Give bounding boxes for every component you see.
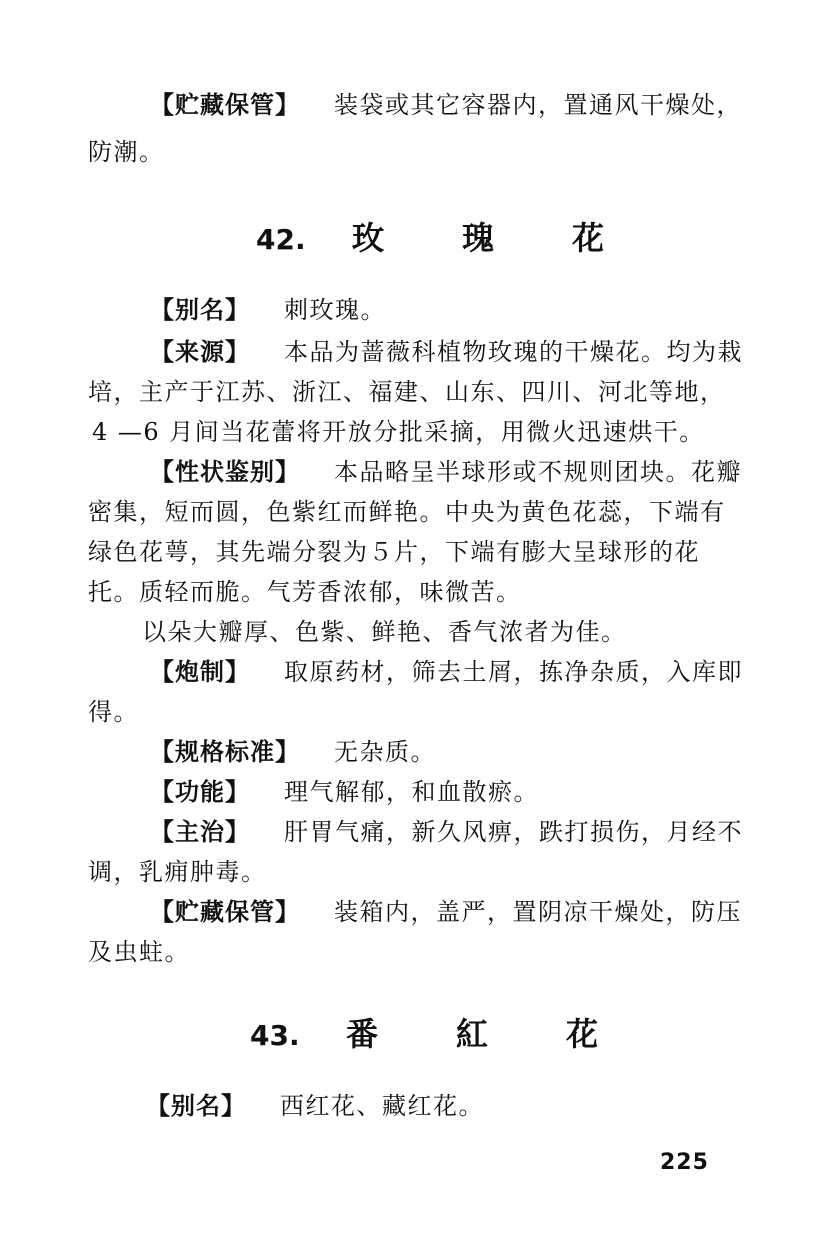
title-char: 番 <box>346 1015 379 1053</box>
alias-line-43 <box>146 1091 484 1121</box>
section-tag: 【贮藏保管】 <box>150 898 300 926</box>
body-text: 取原药材，筛去土屑，拣净杂质，入库即 <box>284 658 743 686</box>
section-tag: 【贮藏保管】 <box>150 91 300 119</box>
storage-line1 <box>150 897 742 927</box>
body-text: 防潮。 <box>88 138 165 166</box>
body-text: 绿色花萼，其先端分裂为５片，下端有膨大呈球形的花 <box>88 538 700 566</box>
alias-line <box>150 295 386 325</box>
body-text: 密集，短而圆，色紫红而鲜艳。中央为黄色花蕊，下端有 <box>88 498 726 526</box>
source-line3 <box>92 417 705 447</box>
process-line2 <box>88 697 139 727</box>
body-text: 刺玫瑰。 <box>284 296 386 324</box>
body-text: 装箱内，盖严，置阴凉干燥处，防压 <box>334 898 742 926</box>
section-tag: 【主治】 <box>150 818 250 846</box>
section-tag: 【规格标准】 <box>150 738 300 766</box>
quality-line <box>142 617 627 647</box>
body-text: 本品略呈半球形或不规则团块。花瓣 <box>334 458 742 486</box>
body-text: 无杂质。 <box>334 738 436 766</box>
entry-number: 43. <box>250 1019 300 1052</box>
body-text: 本品为蔷薇科植物玫瑰的干燥花。均为栽 <box>284 338 743 366</box>
title-char: 瑰 <box>462 219 495 257</box>
body-text: 及虫蛀。 <box>88 938 190 966</box>
page-number: 225 <box>660 1150 709 1175</box>
section-tag: 【炮制】 <box>150 658 250 686</box>
title-char: 紅 <box>456 1015 489 1053</box>
process-line1 <box>150 657 743 687</box>
body-text: 理气解郁，和血散瘀。 <box>284 778 539 806</box>
title-char: 花 <box>572 219 605 257</box>
identify-line1 <box>150 457 742 487</box>
body-text: 装袋或其它容器内，置通风干燥处， <box>334 91 742 119</box>
section-tag: 【来源】 <box>150 338 250 366</box>
function-line <box>150 777 539 807</box>
entry-number: 42. <box>256 223 306 256</box>
entry-heading-42 <box>256 218 604 260</box>
source-line2 <box>88 377 726 407</box>
body-text: 培，主产于江苏、浙江、福建、山东、四川、河北等地， <box>88 378 726 406</box>
section-tag: 【功能】 <box>150 778 250 806</box>
title-char: 玫 <box>352 219 385 257</box>
source-line1 <box>150 337 743 367</box>
identify-line3 <box>88 537 700 567</box>
storage-line2 <box>88 937 190 967</box>
spec-line <box>150 737 436 767</box>
section-tag: 【性状鉴别】 <box>150 458 300 486</box>
indication-line2 <box>88 857 267 887</box>
body-text: 4 —6 月间当花蕾将开放分批采摘，用微火迅速烘干。 <box>92 418 705 446</box>
body-text: 调，乳痈肿毒。 <box>88 858 267 886</box>
section-tag: 【别名】 <box>150 296 250 324</box>
body-text: 肝胃气痛，新久风痹，跌打损伤，月经不 <box>284 818 743 846</box>
identify-line2 <box>88 497 726 527</box>
body-text: 西红花、藏红花。 <box>280 1092 484 1120</box>
entry-heading-43 <box>250 1014 598 1056</box>
body-text: 得。 <box>88 698 139 726</box>
prev-storage-line2 <box>88 137 165 167</box>
body-text: 以朵大瓣厚、色紫、鲜艳、香气浓者为佳。 <box>142 618 627 646</box>
title-char: 花 <box>566 1015 599 1053</box>
prev-storage-line1 <box>150 90 742 120</box>
section-tag: 【别名】 <box>146 1092 246 1120</box>
identify-line4 <box>88 577 522 607</box>
indication-line1 <box>150 817 743 847</box>
body-text: 托。质轻而脆。气芳香浓郁，味微苦。 <box>88 578 522 606</box>
